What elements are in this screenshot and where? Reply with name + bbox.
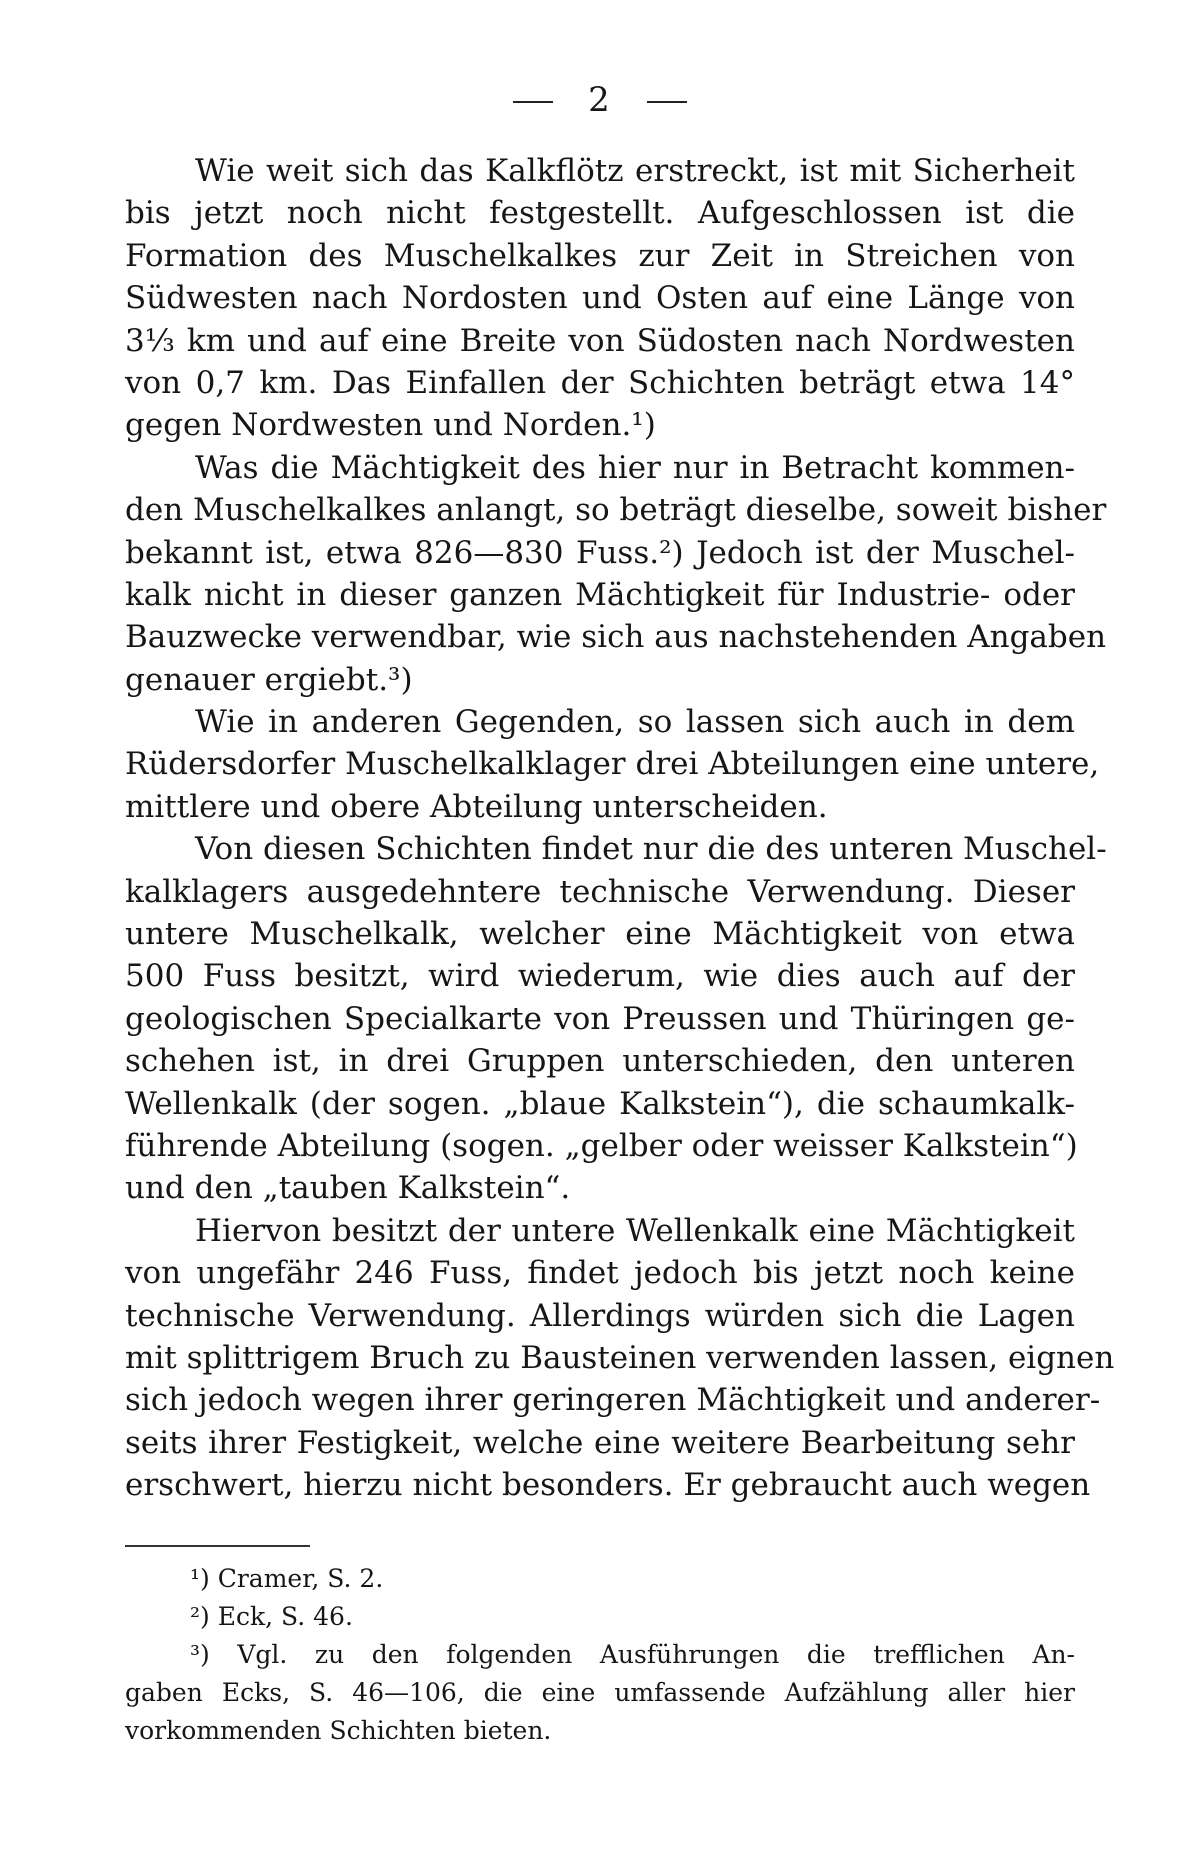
footnote-line: ²) Eck, S. 46. [190,1602,353,1631]
text-line: Wellenkalk (der sogen. „blaue Kalkstein“), die schaumkalk- [125,1085,1075,1122]
footnote-divider [125,1545,310,1547]
text-line: sich jedoch wegen ihrer geringeren Mächtigkeit und anderer- [125,1382,1101,1419]
paragraph [125,701,1100,828]
text-line: genauer ergiebt.³) [125,661,413,698]
text-line: bekannt ist, etwa 826—830 Fuss.²) Jedoch ist der Muschel- [125,534,1075,571]
text-line: mit splittrigem Bruch zu Bausteinen verwenden lassen, eignen [125,1339,1115,1376]
footnote-line: vorkommenden Schichten bieten. [125,1716,552,1745]
body-text [125,150,1115,1507]
footnote-line: ³) Vgl. zu den folgenden Ausführungen die trefflichen An- [190,1640,1075,1669]
text-line: untere Muschelkalk, welcher eine Mächtigkeit von etwa [125,916,1075,953]
text-line: 3⅓ km und auf eine Breite von Südosten nach Nordwesten [125,322,1075,359]
page-number-dash-right [647,101,687,103]
footnotes [125,1560,1075,1750]
text-line: Formation des Muschelkalkes zur Zeit in Streichen von [125,237,1075,274]
text-line: geologischen Specialkarte von Preussen und Thüringen ge- [125,1000,1075,1037]
text-line: mittlere und obere Abteilung unterscheiden. [125,788,828,825]
text-line: Von diesen Schichten findet nur die des unteren Muschel- [195,831,1107,868]
footnote-line: ¹) Cramer, S. 2. [190,1564,384,1593]
paragraph [125,1210,1115,1507]
text-line: erschwert, hierzu nicht besonders. Er gebraucht auch wegen [125,1467,1091,1504]
paragraph [125,447,1107,701]
paragraph [125,150,1075,447]
page-number-dash-left [513,101,553,103]
text-line: führende Abteilung (sogen. „gelber oder weisser Kalkstein“) [125,1127,1078,1164]
text-line: von ungefähr 246 Fuss, findet jedoch bis jetzt noch keine [125,1255,1075,1292]
text-line: Hiervon besitzt der untere Wellenkalk eine Mächtigkeit [195,1212,1075,1249]
text-line: kalklagers ausgedehntere technische Verwendung. Dieser [125,873,1075,910]
text-line: bis jetzt noch nicht festgestellt. Aufgeschlossen ist die [125,195,1075,232]
text-line: Wie weit sich das Kalkflötz erstreckt, ist mit Sicherheit [195,153,1075,189]
text-line: seits ihrer Festigkeit, welche eine weitere Bearbeitung sehr [125,1424,1075,1461]
text-line: gegen Nordwesten und Norden.¹) [125,407,656,444]
paragraph [125,828,1107,1210]
text-line: Bauzwecke verwendbar, wie sich aus nachstehenden Angaben [125,619,1107,656]
footnote-line: gaben Ecks, S. 46—106, die eine umfassende Aufzählung aller hier [125,1678,1075,1707]
text-line: 500 Fuss besitzt, wird wiederum, wie dies auch auf der [125,958,1075,995]
text-line: den Muschelkalkes anlangt, so beträgt dieselbe, soweit bisher [125,492,1107,529]
text-line: schehen ist, in drei Gruppen unterschieden, den unteren [125,1043,1075,1080]
text-line: Was die Mächtigkeit des hier nur in Betracht kommen- [195,449,1075,486]
text-line: Südwesten nach Nordosten und Osten auf eine Länge von [125,280,1075,317]
text-line: technische Verwendung. Allerdings würden sich die Lagen [125,1297,1075,1334]
page-number-value: 2 [588,80,612,120]
text-line: von 0,7 km. Das Einfallen der Schichten beträgt etwa 14° [125,364,1075,401]
text-line: Wie in anderen Gegenden, so lassen sich auch in dem [195,704,1075,741]
text-line: kalk nicht in dieser ganzen Mächtigkeit für Industrie- oder [125,576,1075,613]
page-number [0,80,1200,120]
text-line: und den „tauben Kalkstein“. [125,1170,571,1207]
text-line: Rüdersdorfer Muschelkalklager drei Abteilungen eine untere, [125,746,1100,783]
